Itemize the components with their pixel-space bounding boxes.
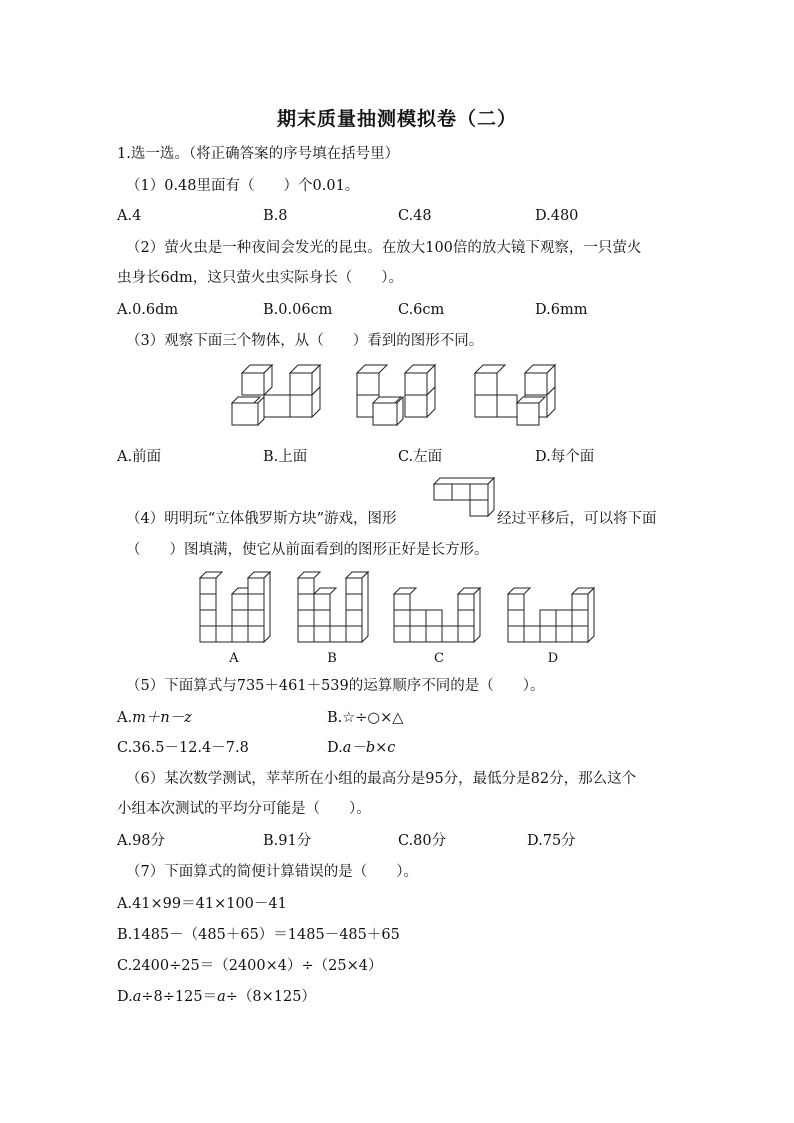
q1-option-c: C.48 — [398, 208, 432, 224]
q4-figure — [198, 570, 608, 668]
q4-label-b: B — [327, 651, 337, 666]
question-4-line-2: （ ）图填满，使它从前面看到的图形正好是长方形。 — [126, 542, 489, 558]
q5-option-a: A.m＋n－z — [117, 710, 192, 726]
question-2-line-2: 虫身长6dm，这只萤火虫实际身长（ ）。 — [117, 270, 404, 286]
q6-option-c: C.80分 — [398, 833, 447, 849]
question-6-line-1: （6）某次数学测试，苹苹所在小组的最高分是95分，最低分是82分，那么这个 — [126, 771, 637, 787]
page-title: 期末质量抽测模拟卷（二） — [276, 108, 517, 130]
q6-option-b: B.91分 — [263, 833, 312, 849]
question-7: （7）下面算式的简便计算错误的是（ ）。 — [126, 864, 418, 880]
q3-figure — [230, 365, 560, 430]
question-6-line-2: 小组本次测试的平均分可能是（ ）。 — [117, 801, 371, 817]
question-4-line-1b: 经过平移后，可以将下面 — [497, 511, 657, 527]
tetris-piece-figure — [432, 478, 498, 522]
q5-option-d: D.a－b×c — [327, 740, 396, 756]
q3-option-b: B.上面 — [263, 449, 308, 465]
q1-option-b: B.8 — [263, 208, 288, 224]
q4-label-a: A — [229, 651, 239, 666]
q2-option-a: A.0.6dm — [117, 302, 179, 318]
q2-option-d: D.6mm — [535, 302, 588, 318]
q2-option-c: C.6cm — [398, 302, 445, 318]
question-2-line-1: （2）萤火虫是一种夜间会发光的昆虫。在放大100倍的放大镜下观察，一只萤火 — [126, 240, 642, 256]
q7-option-a: A.41×99＝41×100－41 — [117, 896, 287, 912]
question-3: （3）观察下面三个物体，从（ ）看到的图形不同。 — [126, 333, 484, 349]
q4-label-d: D — [547, 651, 559, 666]
q3-object-1 — [232, 365, 320, 425]
q5-option-c: C.36.5－12.4－7.8 — [117, 740, 249, 756]
q6-option-a: A.98分 — [117, 833, 166, 849]
q1-option-a: A.4 — [117, 208, 142, 224]
question-5: （5）下面算式与735＋461＋539的运算顺序不同的是（ ）。 — [126, 678, 545, 694]
q3-object-3 — [475, 365, 555, 425]
q4-object-b — [298, 572, 368, 642]
q4-label-c: C — [434, 651, 444, 666]
q3-option-a: A.前面 — [117, 449, 162, 465]
q2-option-b: B.0.06cm — [263, 302, 333, 318]
q6-option-d: D.75分 — [527, 833, 576, 849]
question-4-line-1a: （4）明明玩“立体俄罗斯方块”游戏，图形 — [126, 511, 397, 527]
q4-object-c — [394, 588, 480, 642]
q5-option-b: B.☆÷○×△ — [327, 710, 404, 726]
q3-option-d: D.每个面 — [535, 449, 595, 465]
q7-option-d: D.a÷8÷125＝a÷（8×125） — [117, 989, 316, 1005]
question-1: （1）0.48里面有（ ）个0.01。 — [126, 178, 360, 194]
q7-option-c: C.2400÷25＝（2400×4）÷（25×4） — [117, 958, 383, 974]
section-heading: 1.选一选。（将正确答案的序号填在括号里） — [117, 146, 400, 162]
q3-option-c: C.左面 — [398, 449, 443, 465]
q4-object-d — [508, 588, 594, 642]
q1-option-d: D.480 — [535, 208, 579, 224]
q3-object-2 — [357, 365, 435, 425]
q4-object-a — [200, 572, 270, 642]
q7-option-b: B.1485－（485＋65）＝1485－485＋65 — [117, 927, 400, 943]
